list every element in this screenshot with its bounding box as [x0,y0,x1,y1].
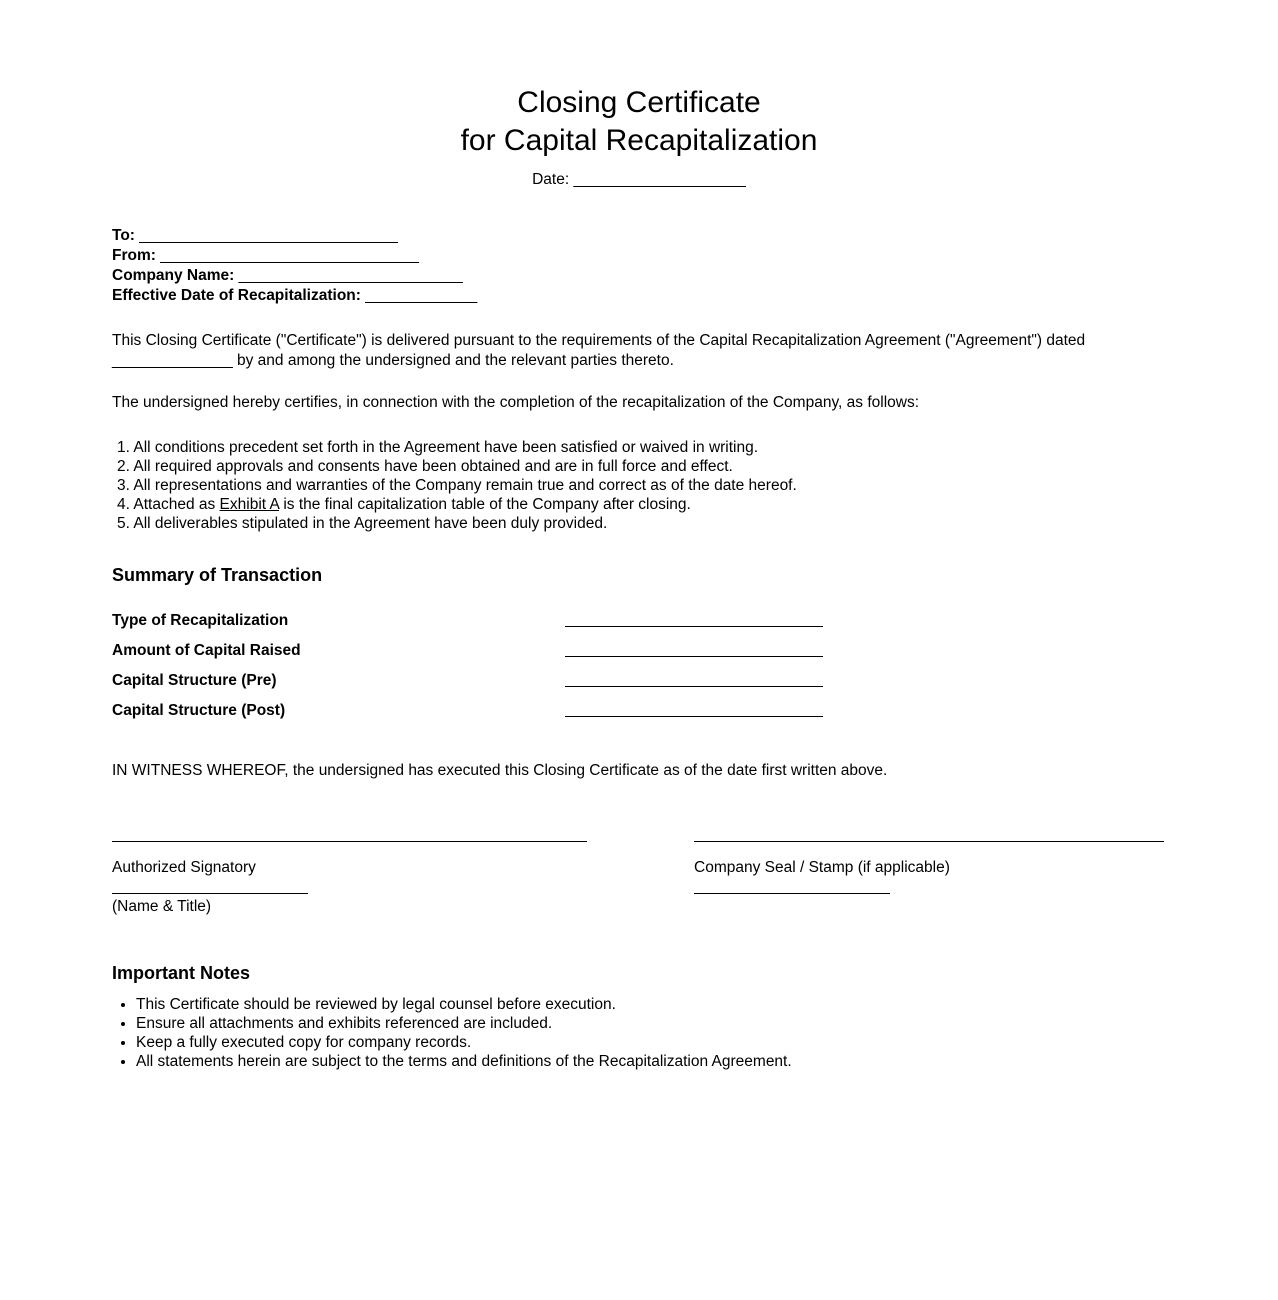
summary-row-type-blank[interactable] [565,626,823,627]
important-notes-list [112,995,1166,1071]
date-blank-field[interactable]: ____________________ [573,171,746,188]
witness-paragraph: IN WITNESS WHEREOF, the undersigned has executed this Closing Certificate as of the date first written above. [112,762,888,779]
certifies-paragraph: The undersigned hereby certifies, in connection with the completion of the recapitalization of the Company, as follows: [112,394,920,411]
certification-item-4 [117,495,1166,514]
authorized-signatory-line[interactable] [112,841,587,842]
signature-column-right [694,841,1164,917]
company-seal-short-line[interactable] [694,893,890,894]
intro-line-1: This Closing Certificate ("Certificate") is delivered pursuant to the requirements of the Capital Recapitalization Agreement ("Agreement") dated [112,332,1086,349]
summary-row-amount [112,641,1166,671]
summary-row-pre-label: Capital Structure (Pre) [112,672,277,689]
summary-heading: Summary of Transaction [112,565,323,585]
certification-item-4-prefix: 4. Attached as [117,496,220,513]
field-from [112,246,1166,266]
company-seal-label: Company Seal / Stamp (if applicable) [694,859,950,876]
field-from-blank[interactable]: ______________________________ [160,247,419,264]
date-label: Date: [532,171,570,188]
field-company-name-label: Company Name: [112,267,235,284]
summary-rows [112,611,1166,731]
signature-column-left [112,841,587,917]
certification-item-2: 2. All required approvals and consents have been obtained and are in full force and effect. [117,458,733,475]
note-item-2: • Ensure all attachments and exhibits referenced are included. [136,1014,1166,1033]
field-effective-date-label: Effective Date of Recapitalization: [112,287,361,304]
summary-row-amount-label: Amount of Capital Raised [112,642,301,659]
field-from-label: From: [112,247,156,264]
summary-row-pre-blank[interactable] [565,686,823,687]
exhibit-a-reference: Exhibit A [219,496,280,513]
document-title [112,0,1166,160]
note-item-4: • All statements herein are subject to the terms and definitions of the Recapitalization Agreement. [136,1052,1166,1071]
note-item-3: • Keep a fully executed copy for company records. [136,1033,1166,1052]
title-line-1: Closing Certificate [517,86,761,119]
field-company-name [112,266,1166,286]
intro-paragraph [112,331,1166,371]
date-line [112,170,1166,190]
company-seal-line[interactable] [694,841,1164,842]
summary-row-post-label: Capital Structure (Post) [112,702,286,719]
name-title-label: (Name & Title) [112,898,212,915]
field-company-name-blank[interactable]: __________________________ [238,267,463,284]
certification-item-3: 3. All representations and warranties of the Company remain true and correct as of the date hereof. [117,477,797,494]
note-item-1: • This Certificate should be reviewed by legal counsel before execution. [136,995,1166,1014]
certification-item-4-suffix: is the final capitalization table of the Company after closing. [279,496,691,513]
signature-section [112,841,1166,917]
certification-item-1: 1. All conditions precedent set forth in the Agreement have been satisfied or waived in writing. [117,439,759,456]
summary-row-pre [112,671,1166,701]
field-effective-date [112,286,1166,306]
field-effective-date-blank[interactable]: _____________ [365,287,478,304]
recipient-block [112,226,1166,306]
certification-item-5: 5. All deliverables stipulated in the Agreement have been duly provided. [117,515,608,532]
intro-line-2: ______________ by and among the undersigned and the relevant parties thereto. [112,352,674,369]
name-title-line[interactable] [112,893,308,894]
summary-row-post-blank[interactable] [565,716,823,717]
summary-row-type [112,611,1166,641]
authorized-signatory-label: Authorized Signatory [112,859,256,876]
important-notes-heading: Important Notes [112,963,251,983]
title-line-2: for Capital Recapitalization [460,124,818,157]
field-to-blank[interactable]: ______________________________ [139,227,398,244]
field-to-label: To: [112,227,135,244]
summary-row-post [112,701,1166,731]
summary-row-amount-blank[interactable] [565,656,823,657]
field-to [112,226,1166,246]
certifications-list [117,438,1166,533]
summary-row-type-label: Type of Recapitalization [112,612,289,629]
